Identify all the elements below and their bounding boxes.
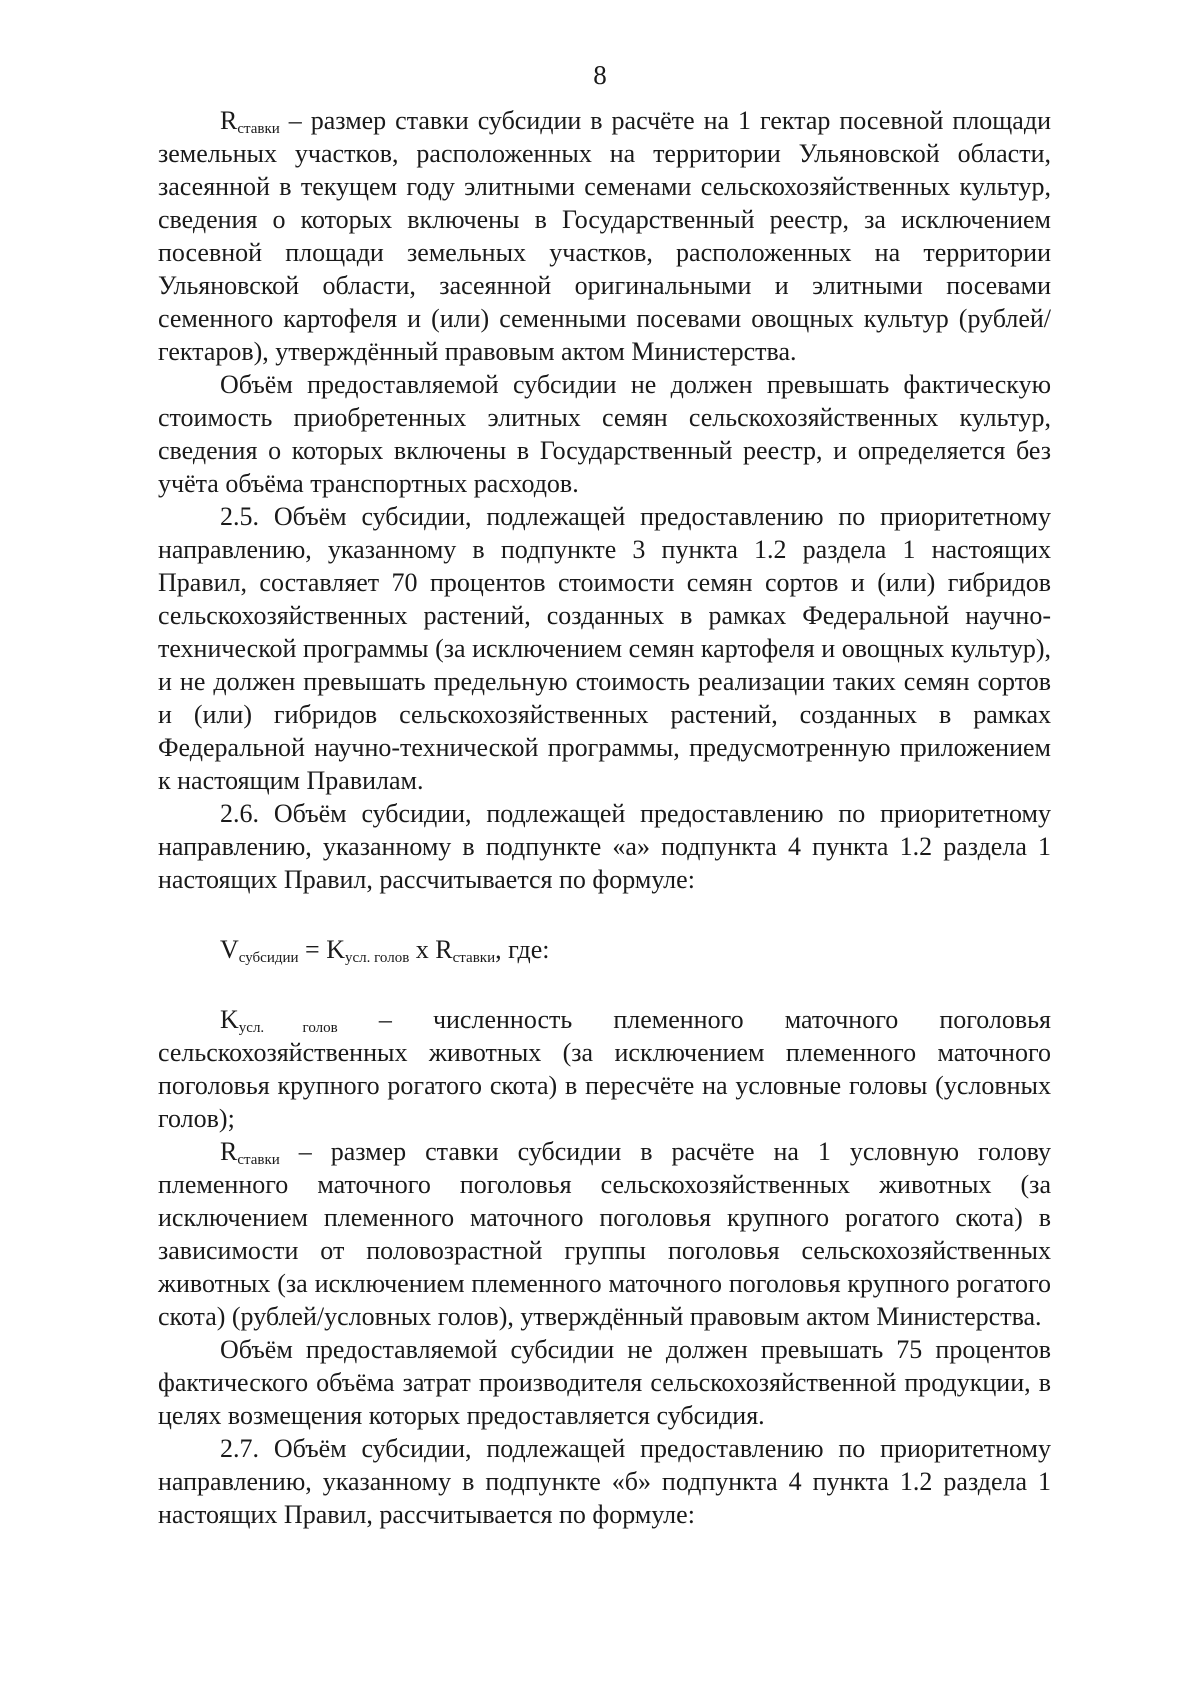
symbol-k: K	[326, 935, 345, 964]
paragraph-definition-r-head	[158, 1135, 1051, 1333]
formula-equals: =	[298, 935, 327, 964]
paragraph-definition-r-hectare	[158, 104, 1051, 368]
symbol-k: K	[220, 1005, 239, 1034]
page-number: 8	[593, 60, 607, 90]
paragraph-definition-k	[158, 1003, 1051, 1135]
symbol-r: R	[220, 1137, 238, 1166]
subscript-heads: усл. голов	[345, 950, 410, 966]
document-body	[158, 104, 1051, 1531]
definition-text: – численность племенного маточного поголовья сельскохозяйственных животных (за исключением племенного маточного поголовья крупного рогатого скота) в пересчёте на условные головы (условных голов);	[158, 1005, 1052, 1133]
subscript-subsidy: субсидии	[238, 950, 299, 966]
paragraph-2-7: 2.7. Объём субсидии, подлежащей предоставлению по приоритетному направлению, указанному в подпункте «б» подпункта 4 пункта 1.2 раздела 1 настоящих Правил, рассчитывается по формуле:	[158, 1434, 1051, 1529]
subscript-rate: ставки	[237, 121, 280, 137]
formula	[158, 933, 1051, 966]
formula-where: , где:	[495, 935, 550, 964]
paragraph-2-6: 2.6. Объём субсидии, подлежащей предоставлению по приоритетному направлению, указанному в подпункте «а» подпункта 4 пункта 1.2 раздела 1 настоящих Правил, рассчитывается по формуле:	[158, 799, 1051, 894]
paragraph-subsidy-limit-seeds: Объём предоставляемой субсидии не должен превышать фактическую стоимость приобретенных элитных семян сельскохозяйственных культур, сведения о которых включены в Государственный реестр, и определяется без учёта объёма транспортных расходов.	[158, 370, 1051, 498]
subscript-heads: усл. голов	[238, 1020, 338, 1036]
subscript-rate: ставки	[452, 950, 496, 966]
paragraph-2-5: 2.5. Объём субсидии, подлежащей предоставлению по приоритетному направлению, указанному в подпункте 3 пункта 1.2 раздела 1 настоящих Правил, составляет 70 процентов стоимости семян сортов и (или) гибридов сельскохозяйственных растений, созданных в рамках Федеральной научно-технической программы (за исключением семян картофеля и овощных культур), и не должен превышать предельную стоимость реализации таких семян сортов и (или) гибридов сельскохозяйственных растений, созданных в рамках Федеральной научно-технической программы, предусмотренную приложением к настоящим Правилам.	[158, 502, 1051, 795]
subscript-rate: ставки	[237, 1152, 280, 1168]
definition-text: – размер ставки субсидии в расчёте на 1 гектар посевной площади земельных участков, расположенных на территории Ульяновской области, засеянной в текущем году элитными семенами сельскохозяйственных культур, сведения о которых включены в Государственный реестр, за исключением посевной площади земельных участков, расположенных на территории Ульяновской области, засеянной оригинальными и элитными посевами семенного картофеля и (или) семенными посевами овощных культур (рублей/гектаров), утверждённый правовым актом Министерства.	[158, 106, 1051, 366]
formula-times: x	[409, 935, 436, 964]
symbol-v: V	[220, 935, 239, 964]
symbol-r: R	[435, 935, 453, 964]
paragraph-subsidy-limit-75: Объём предоставляемой субсидии не должен превышать 75 процентов фактического объёма затрат производителя сельскохозяйственной продукции, в целях возмещения которых предоставляется субсидия.	[158, 1335, 1051, 1430]
definition-text: – размер ставки субсидии в расчёте на 1 условную голову племенного маточного поголовья сельскохозяйственных животных (за исключением племенного маточного поголовья крупного рогатого скота) в зависимости от половозрастной группы поголовья сельскохозяйственных животных (за исключением племенного маточного поголовья крупного рогатого скота) (рублей/условных голов), утверждённый правовым актом Министерства.	[158, 1137, 1051, 1331]
symbol-r: R	[220, 106, 238, 135]
